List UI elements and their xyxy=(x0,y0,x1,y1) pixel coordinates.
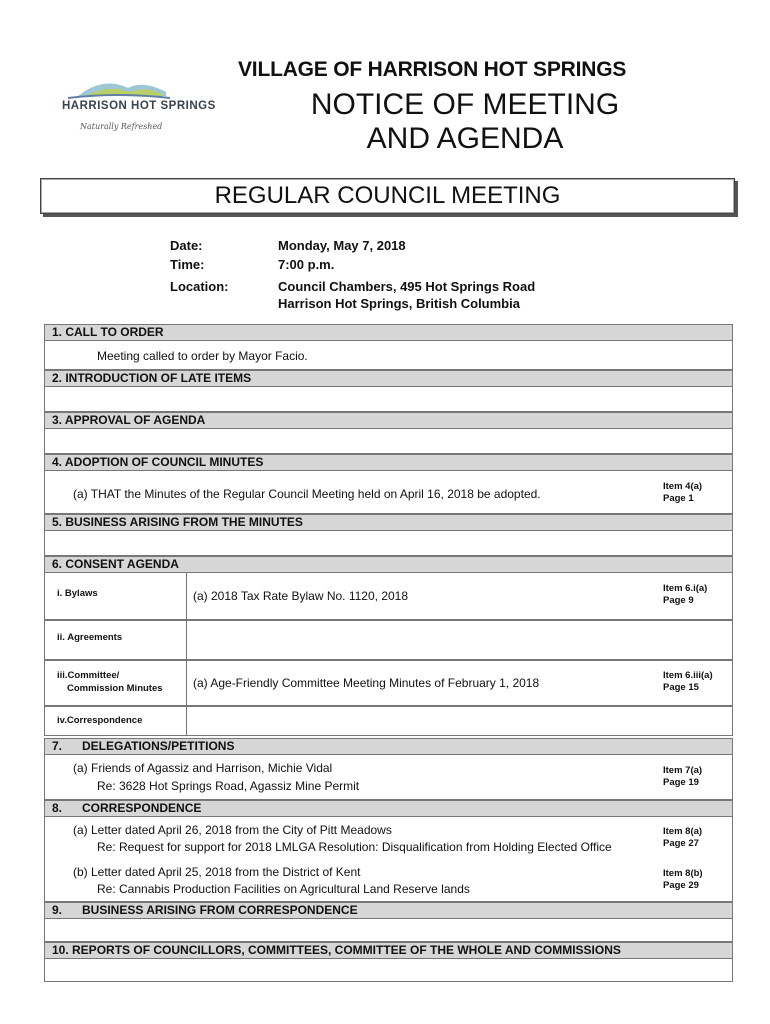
section-consent-header: 6. CONSENT AGENDA xyxy=(44,556,733,573)
section-business-correspondence-body xyxy=(44,918,733,942)
meeting-title-banner: REGULAR COUNCIL MEETING xyxy=(40,178,735,214)
section-business-arising-header: 5. BUSINESS ARISING FROM THE MINUTES xyxy=(44,514,733,531)
correspondence-label: iv.Correspondence xyxy=(57,715,143,726)
bylaws-item-a: (a) 2018 Tax Rate Bylaw No. 1120, 2018 xyxy=(193,589,409,603)
correspondence-item-b-line1: (b) Letter dated April 25, 2018 from the District of Kent xyxy=(73,865,361,879)
location-line2: Harrison Hot Springs, British Columbia xyxy=(278,296,520,311)
organization-name: VILLAGE OF HARRISON HOT SPRINGS xyxy=(238,58,627,81)
bylaws-item-ref: Item 6.i(a) Page 9 xyxy=(663,583,708,606)
location-label: Location: xyxy=(170,279,229,294)
correspondence-item-b-ref: Item 8(b) Page 29 xyxy=(663,868,703,891)
minutes-item-ref: Item 4(a) Page 1 xyxy=(663,481,703,504)
committee-label: iii.Committee/ Commission Minutes xyxy=(57,670,163,694)
time-value: 7:00 p.m. xyxy=(278,257,335,272)
logo-tagline: Naturally Refreshed xyxy=(80,122,163,131)
consent-correspondence-row xyxy=(44,706,733,736)
section-delegations-header: 7. DELEGATIONS/PETITIONS xyxy=(44,738,733,755)
delegation-item-ref: Item 7(a) Page 19 xyxy=(663,765,703,788)
consent-agreements-row xyxy=(44,620,733,660)
time-label: Time: xyxy=(170,257,205,272)
minutes-item-a: (a) THAT the Minutes of the Regular Council Meeting held on April 16, 2018 be adopted. xyxy=(73,487,541,501)
committee-item-a: (a) Age-Friendly Committee Meeting Minutes of February 1, 2018 xyxy=(193,676,540,690)
section-call-to-order-header: 1. CALL TO ORDER xyxy=(44,324,733,341)
section-business-correspondence-header: 9. BUSINESS ARISING FROM CORRESPONDENCE xyxy=(44,902,733,919)
section-approval-body xyxy=(44,428,733,454)
location-line1: Council Chambers, 495 Hot Springs Road xyxy=(278,279,536,294)
section-approval-header: 3. APPROVAL OF AGENDA xyxy=(44,412,733,429)
call-to-order-text: Meeting called to order by Mayor Facio. xyxy=(97,349,308,363)
correspondence-item-a-line2: Re: Request for support for 2018 LMLGA Resolution: Disqualification from Holding Elected Office xyxy=(97,840,612,854)
delegation-item-a-line1: (a) Friends of Agassiz and Harrison, Michie Vidal xyxy=(73,761,333,775)
notice-title: NOTICE OF MEETING AND AGENDA xyxy=(310,88,620,155)
section-reports-header: 10. REPORTS OF COUNCILLORS, COMMITTEES, COMMITTEE OF THE WHOLE AND COMMISSIONS xyxy=(44,942,733,959)
correspondence-item-a-line1: (a) Letter dated April 26, 2018 from the City of Pitt Meadows xyxy=(73,823,392,837)
section-correspondence-header: 8. CORRESPONDENCE xyxy=(44,800,733,817)
committee-item-ref: Item 6.iii(a) Page 15 xyxy=(663,670,713,693)
agreements-label: ii. Agreements xyxy=(57,632,123,643)
logo-name: HARRISON HOT SPRINGS xyxy=(62,100,216,112)
section-minutes-header: 4. ADOPTION OF COUNCIL MINUTES xyxy=(44,454,733,471)
correspondence-item-a-ref: Item 8(a) Page 27 xyxy=(663,826,703,849)
section-reports-body xyxy=(44,958,733,982)
date-value: Monday, May 7, 2018 xyxy=(278,238,406,253)
correspondence-item-b-line2: Re: Cannabis Production Facilities on Agricultural Land Reserve lands xyxy=(97,882,470,896)
consent-divider xyxy=(186,572,187,736)
bylaws-label: i. Bylaws xyxy=(57,588,98,599)
section-late-items-header: 2. INTRODUCTION OF LATE ITEMS xyxy=(44,370,733,387)
section-late-items-body xyxy=(44,386,733,412)
delegation-item-a-line2: Re: 3628 Hot Springs Road, Agassiz Mine Permit xyxy=(97,779,360,793)
section-business-arising-body xyxy=(44,530,733,556)
date-label: Date: xyxy=(170,238,203,253)
